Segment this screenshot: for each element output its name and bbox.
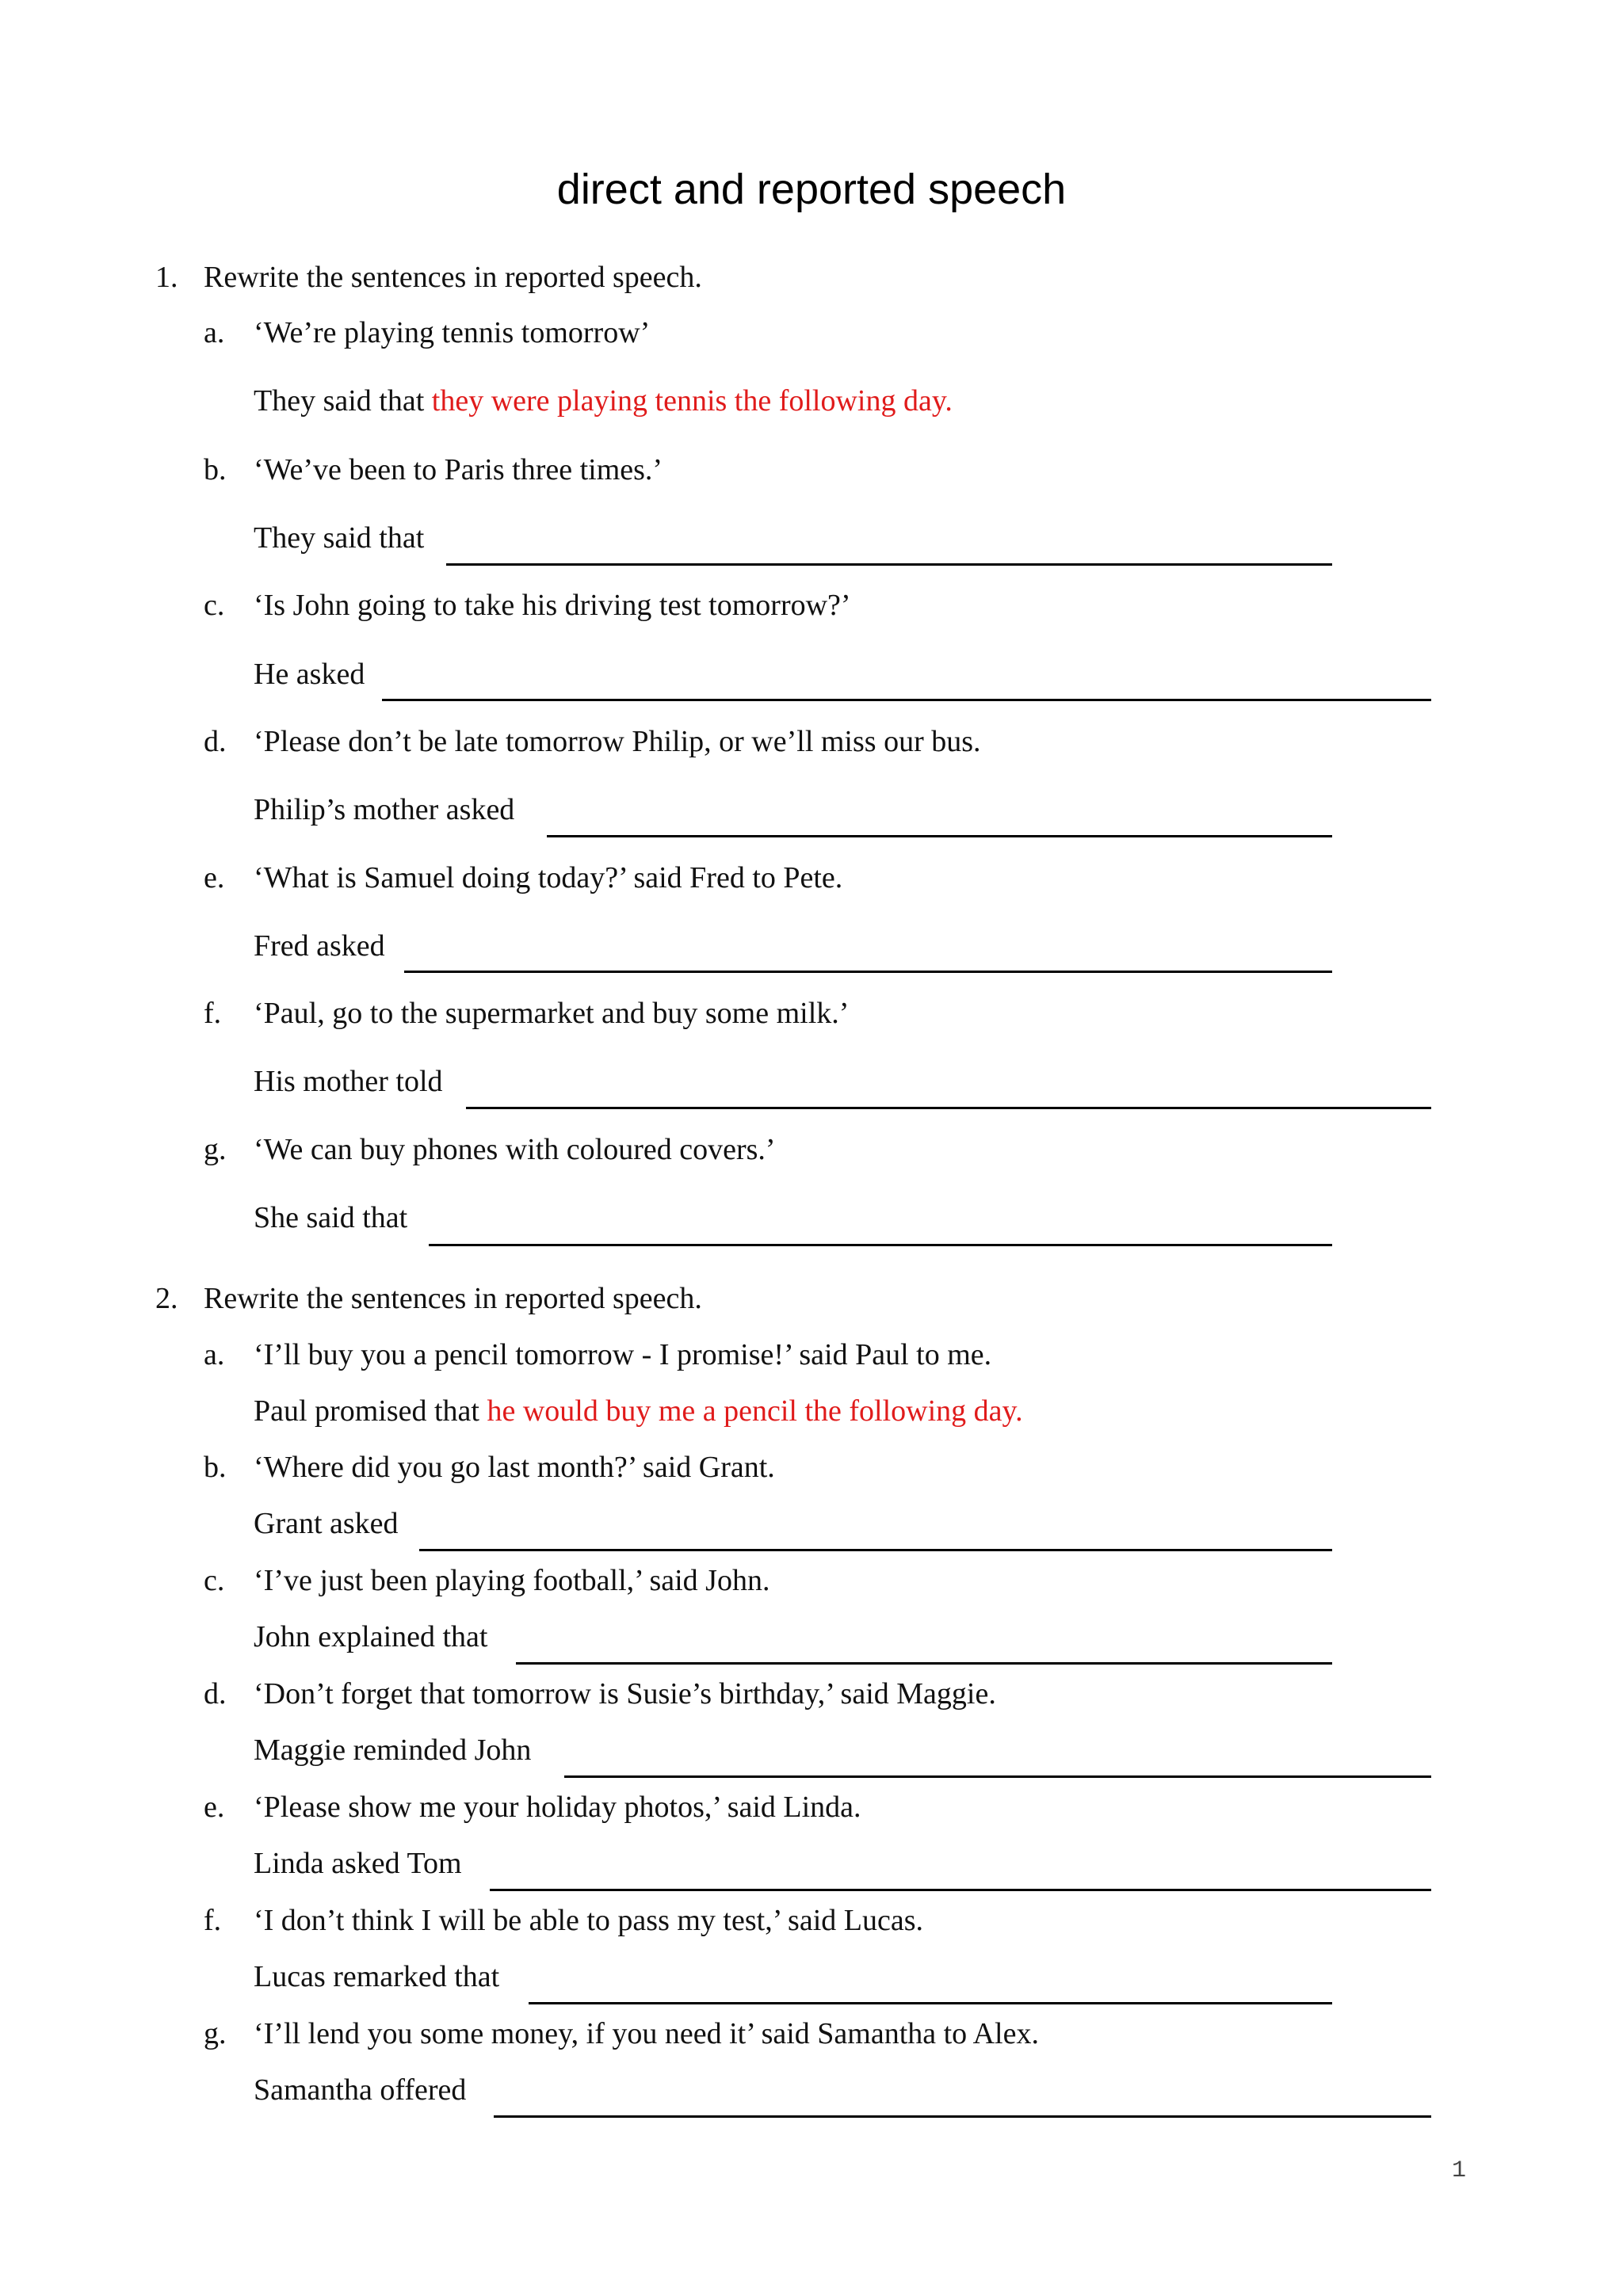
answer-line[interactable] [404, 971, 1332, 973]
item-letter: a. [204, 316, 225, 349]
item-prompt: ‘I’ll lend you some money, if you need it’ said Samantha to Alex. [254, 2017, 1039, 2050]
question-instruction: Rewrite the sentences in reported speech. [204, 261, 702, 294]
answer-line[interactable] [516, 1662, 1332, 1665]
answer-line[interactable] [419, 1549, 1332, 1551]
response-lead: He asked [254, 658, 365, 691]
response-answer: they were playing tennis the following day. [431, 384, 953, 418]
item-prompt: ‘I’ll buy you a pencil tomorrow - I promise!’ said Paul to me. [254, 1338, 992, 1371]
response-lead: Grant asked [254, 1507, 399, 1540]
response-lead: They said that [254, 521, 425, 555]
item-prompt: ‘Is John going to take his driving test tomorrow?’ [254, 589, 851, 622]
answer-line[interactable] [446, 563, 1332, 566]
item-prompt: ‘I don’t think I will be able to pass my test,’ said Lucas. [254, 1904, 923, 1937]
response-lead: Fred asked [254, 929, 385, 963]
page-number: 1 [1452, 2157, 1467, 2184]
response-answer: he would buy me a pencil the following day. [487, 1394, 1023, 1428]
answer-line[interactable] [429, 1244, 1332, 1246]
item-prompt: ‘Paul, go to the supermarket and buy some milk.’ [254, 997, 850, 1030]
page-title: direct and reported speech [556, 166, 1067, 213]
response-lead: They said that [254, 384, 425, 418]
item-letter: f. [204, 1904, 222, 1937]
item-prompt: ‘What is Samuel doing today?’ said Fred to Pete. [254, 861, 843, 894]
item-prompt: ‘I’ve just been playing football,’ said John. [254, 1564, 770, 1597]
answer-line[interactable] [529, 2002, 1332, 2004]
answer-line[interactable] [382, 699, 1431, 701]
item-prompt: ‘Don’t forget that tomorrow is Susie’s birthday,’ said Maggie. [254, 1677, 996, 1711]
item-letter: d. [204, 725, 227, 758]
question-number: 2. [155, 1282, 178, 1315]
response-lead: She said that [254, 1201, 408, 1234]
item-letter: e. [204, 861, 225, 894]
response-lead: Maggie reminded John [254, 1733, 532, 1767]
response-lead: Samantha offered [254, 2073, 467, 2107]
answer-line[interactable] [466, 1107, 1431, 1109]
question-instruction: Rewrite the sentences in reported speech. [204, 1282, 702, 1315]
item-response [254, 386, 953, 416]
item-prompt: ‘We’re playing tennis tomorrow’ [254, 316, 651, 349]
response-lead: John explained that [254, 1620, 488, 1653]
item-letter: c. [204, 589, 225, 622]
response-lead: Philip’s mother asked [254, 793, 515, 826]
item-prompt: ‘We’ve been to Paris three times.’ [254, 453, 663, 486]
item-letter: g. [204, 2017, 227, 2050]
item-letter: g. [204, 1133, 227, 1166]
response-lead: Lucas remarked that [254, 1960, 500, 1993]
item-letter: d. [204, 1677, 227, 1711]
response-lead: His mother told [254, 1065, 443, 1098]
answer-line[interactable] [547, 835, 1332, 837]
item-letter: f. [204, 997, 222, 1030]
item-prompt: ‘Please show me your holiday photos,’ said Linda. [254, 1791, 861, 1824]
response-lead: Linda asked Tom [254, 1847, 462, 1880]
question-number: 1. [155, 261, 178, 294]
item-letter: a. [204, 1338, 225, 1371]
item-letter: e. [204, 1791, 225, 1824]
answer-line[interactable] [494, 2115, 1431, 2118]
item-letter: c. [204, 1564, 225, 1597]
item-prompt: ‘We can buy phones with coloured covers.’ [254, 1133, 776, 1166]
item-response [254, 1396, 1023, 1426]
answer-line[interactable] [564, 1775, 1431, 1778]
item-prompt: ‘Please don’t be late tomorrow Philip, or we’ll miss our bus. [254, 725, 981, 758]
item-prompt: ‘Where did you go last month?’ said Grant. [254, 1451, 775, 1484]
item-letter: b. [204, 1451, 227, 1484]
response-lead: Paul promised that [254, 1394, 479, 1428]
item-letter: b. [204, 453, 227, 486]
answer-line[interactable] [490, 1889, 1431, 1891]
